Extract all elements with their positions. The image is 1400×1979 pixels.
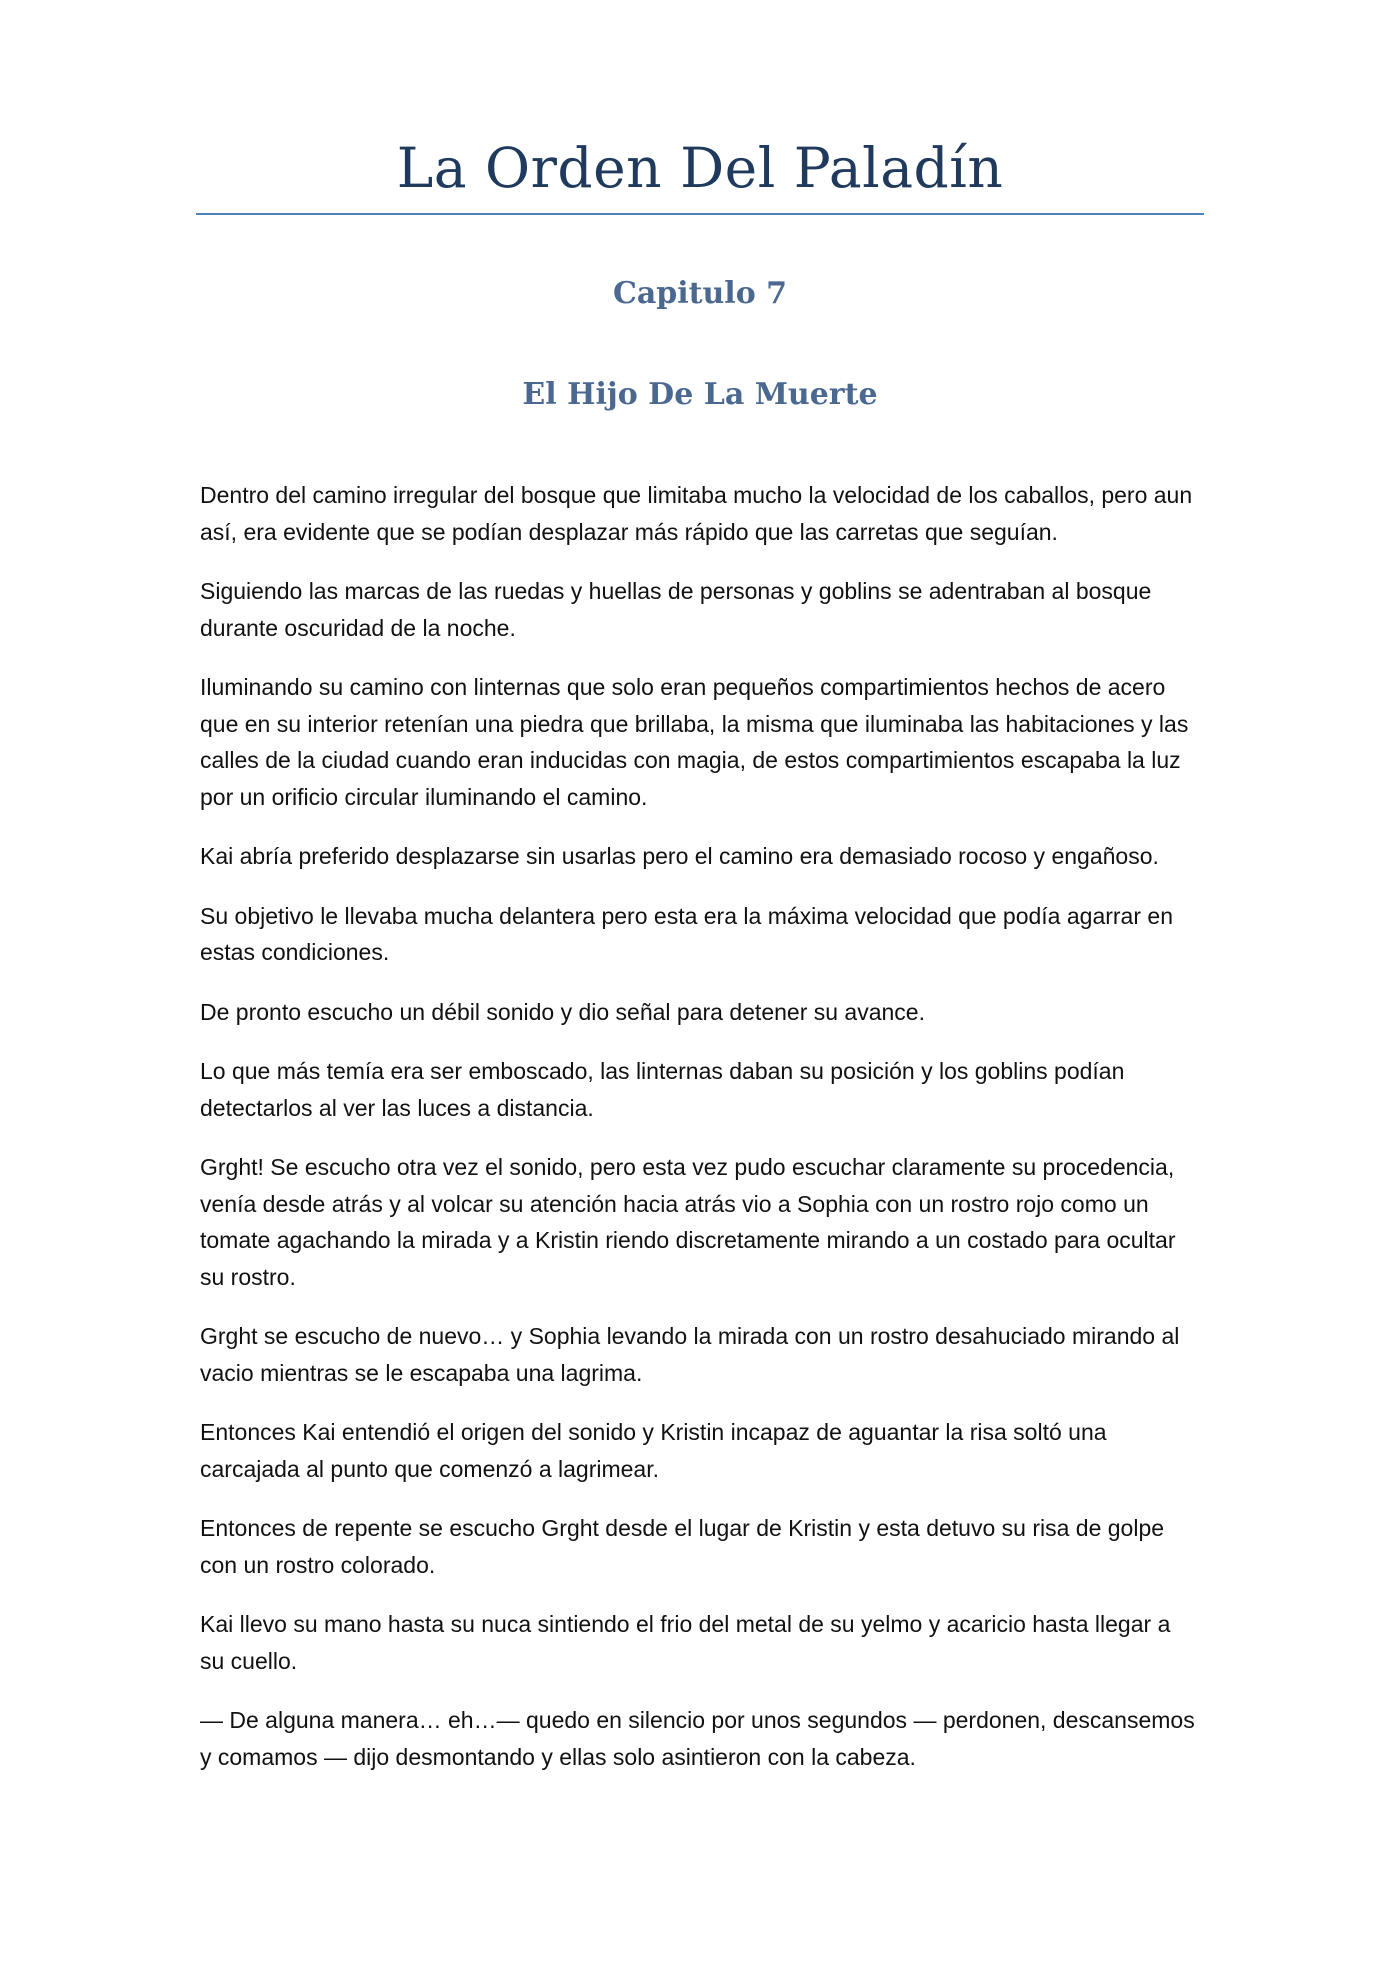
- chapter-title-heading: El Hijo De La Muerte: [522, 377, 878, 412]
- body-paragraph: Entonces Kai entendió el origen del sonido y Kristin incapaz de aguantar la risa soltó una carcajada al punto que comenzó a lagrimear.: [200, 1419, 1107, 1482]
- body-paragraph: De pronto escucho un débil sonido y dio señal para detener su avance.: [200, 998, 925, 1025]
- body-paragraph: Iluminando su camino con linternas que solo eran pequeños compartimientos hechos de acero que en su interior retenían una piedra que brillaba, la misma que iluminaba las habitaciones y las calles de la ciudad cuando eran inducidas con magia, de estos compartimientos escapaba la luz por un orificio circular iluminando el camino.: [200, 674, 1189, 810]
- body-paragraph: Kai llevo su mano hasta su nuca sintiendo el frio del metal de su yelmo y acaricio hasta llegar a su cuello.: [200, 1611, 1171, 1674]
- body-paragraph: Su objetivo le llevaba mucha delantera pero esta era la máxima velocidad que podía agarrar en estas condiciones.: [200, 902, 1173, 965]
- body-paragraph: Dentro del camino irregular del bosque que limitaba mucho la velocidad de los caballos, pero aun así, era evidente que se podían desplazar más rápido que las carretas que seguían.: [200, 482, 1193, 545]
- body-paragraph: Lo que más temía era ser emboscado, las linternas daban su posición y los goblins podían detectarlos al ver las luces a distancia.: [200, 1058, 1125, 1121]
- body-paragraph: Entonces de repente se escucho Grght desde el lugar de Kristin y esta detuvo su risa de golpe con un rostro colorado.: [200, 1515, 1165, 1578]
- body-paragraph: — De alguna manera… eh…— quedo en silencio por unos segundos — perdonen, descansemos y comamos — dijo desmontando y ellas solo asintieron con la cabeza.: [200, 1707, 1195, 1770]
- body-paragraph: Grght se escucho de nuevo… y Sophia levando la mirada con un rostro desahuciado mirando al vacio mientras se le escapaba una lagrima.: [200, 1323, 1180, 1386]
- chapter-body: [200, 477, 1200, 1798]
- body-paragraph: Siguiendo las marcas de las ruedas y huellas de personas y goblins se adentraban al bosque durante oscuridad de la noche.: [200, 578, 1152, 641]
- body-paragraph: Kai abría preferido desplazarse sin usarlas pero el camino era demasiado rocoso y engañoso.: [200, 843, 1159, 869]
- body-paragraph: Grght! Se escucho otra vez el sonido, pero esta vez pudo escuchar claramente su procedencia, venía desde atrás y al volcar su atención hacia atrás vio a Sophia con un rostro rojo como un tomate agachando la mirada y a Kristin riendo discretamente mirando a un costado para ocultar su rostro.: [200, 1154, 1176, 1290]
- document-title: La Orden Del Paladín: [396, 136, 1004, 200]
- title-underline-rule: [196, 213, 1204, 215]
- chapter-number-heading: Capitulo 7: [612, 276, 788, 311]
